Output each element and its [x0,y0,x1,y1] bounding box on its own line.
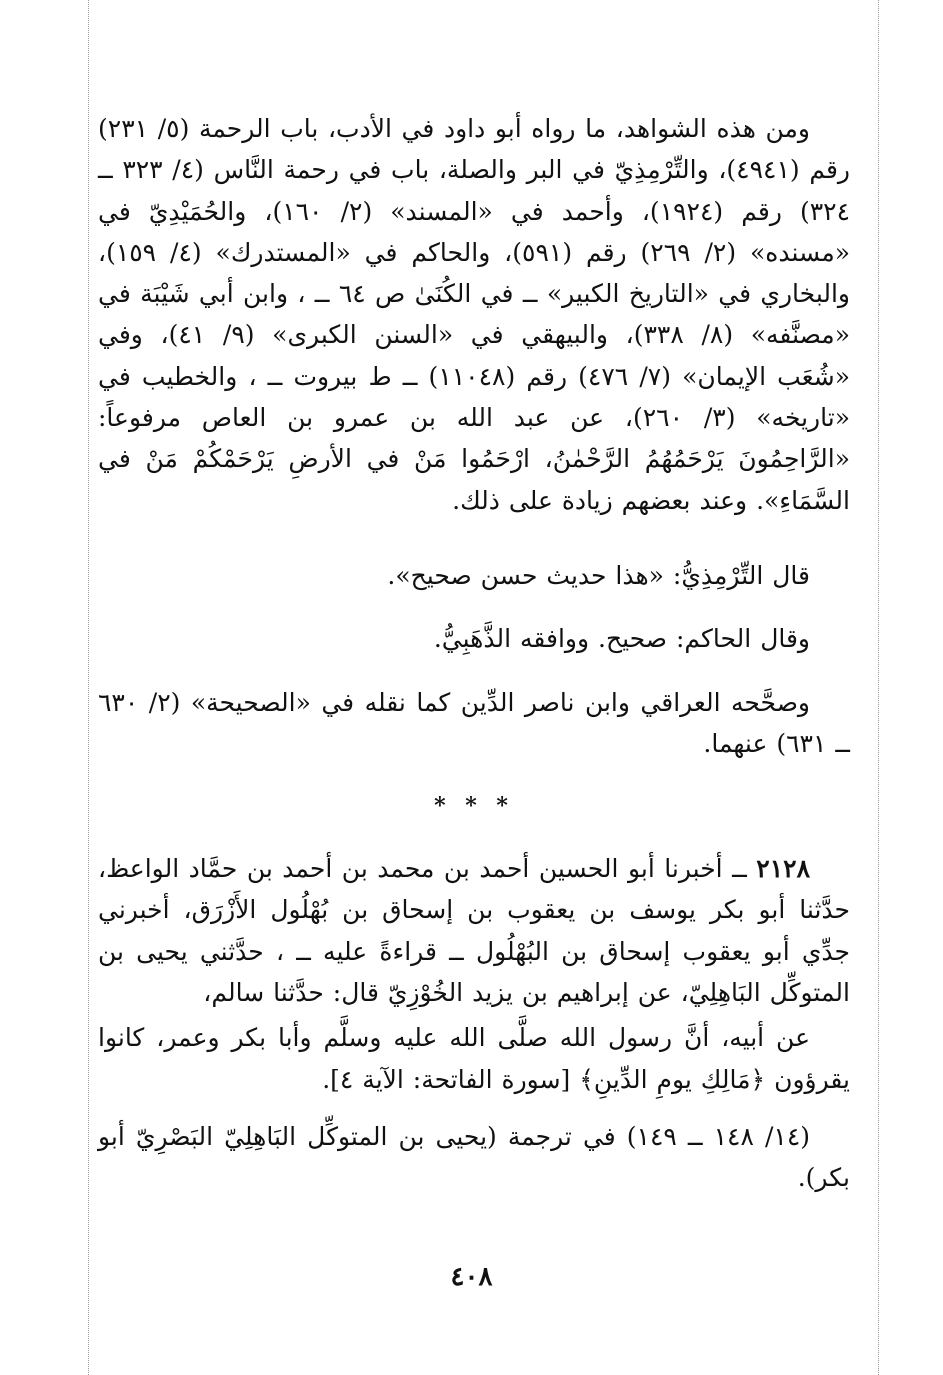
paragraph-hakim-ruling: وقال الحاكم: صحيح. ووافقه الذَّهَبِيُّ. [433,624,810,654]
left-margin-rule [88,0,89,1375]
hadith-number: ٢١٢٨ [756,854,810,884]
paragraph-hadith-chain [98,848,850,1013]
paragraph-source-reference: (١٤/ ١٤٨ ــ ١٤٩) في ترجمة (يحيى بن المتوكِّل البَاهِلِيّ البَصْرِيّ أبو بكر). [98,1121,850,1193]
paragraph-hadith-text: عن أبيه، أنَّ رسول الله صلَّى الله عليه وسلَّم وأبا بكر وعمر، كانوا يقرؤون ﴿مَالِكِ يومِ الدِّينِ﴾ [سورة الفاتحة: الآية ٤]. [98,1023,850,1094]
paragraph-witnesses: ومن هذه الشواهد، ما رواه أبو داود في الأدب، باب الرحمة (٥/ ٢٣١) رقم (٤٩٤١)، والتِّرْمِذِيّ في البر والصلة، باب في رحمة النَّاس (٤/ ٣٢٣ ــ ٣٢٤) رقم (١٩٢٤)، وأحمد في «المسند» (٢/ ١٦٠)، والحُمَيْدِيّ في «مسنده» (٢/ ٢٦٩) رقم (٥٩١)، والحاكم في «المستدرك» (٤/ ١٥٩)، والبخاري في «التاريخ الكبير» ــ في الكُنَىٰ ص ٦٤ ــ ، وابن أبي شَيْبَة في «مصنَّفه» (٨/ ٣٣٨)، والبيهقي في «السنن الكبرى» (٩/ ٤١)، وفي «شُعَب الإيمان» (٧/ ٤٧٦) رقم (١١٠٤٨) ــ ط بيروت ــ ، والخطيب في «تاريخه» (٣/ ٢٦٠)، عن عبد الله بن عمرو بن العاص مرفوعاً: «الرَّاحِمُونَ يَرْحَمُهُمُ الرَّحْمٰنُ، ارْحَمُوا مَنْ في الأرضِ يَرْحَمْكُمْ مَنْ في السَّمَاءِ». وعند بعضهم زيادة على ذلك. [98,114,851,515]
page-number: ٤٠٨ [450,1262,493,1292]
right-margin-rule [878,0,879,1375]
section-divider: * * * [434,793,514,820]
paragraph-authentication: وصحَّحه العراقي وابن ناصر الدِّين كما نقله في «الصحيحة» (٢/ ٦٣٠ ــ ٦٣١) عنهما. [98,687,850,758]
page-content [98,108,850,1199]
paragraph-tirmidhi-ruling: قال التِّرْمِذِيُّ: «هذا حديث حسن صحيح». [387,560,810,590]
hadith-chain-text: ــ أخبرنا أبو الحسين أحمد بن محمد بن أحمد بن حمَّاد الواعظ، حدَّثنا أبو بكر يوسف بن يعقوب بن إسحاق بن بُهْلُول الأَزْرَق، أخبرني جدِّي أبو يعقوب إسحاق بن البُهْلُول ــ قراءةً عليه ــ ، حدَّثني يحيى بن المتوكِّل البَاهِلِيّ، عن إبراهيم بن يزيد الخُوْزِيّ قال: حدَّثنا سالم، [98,854,850,1008]
